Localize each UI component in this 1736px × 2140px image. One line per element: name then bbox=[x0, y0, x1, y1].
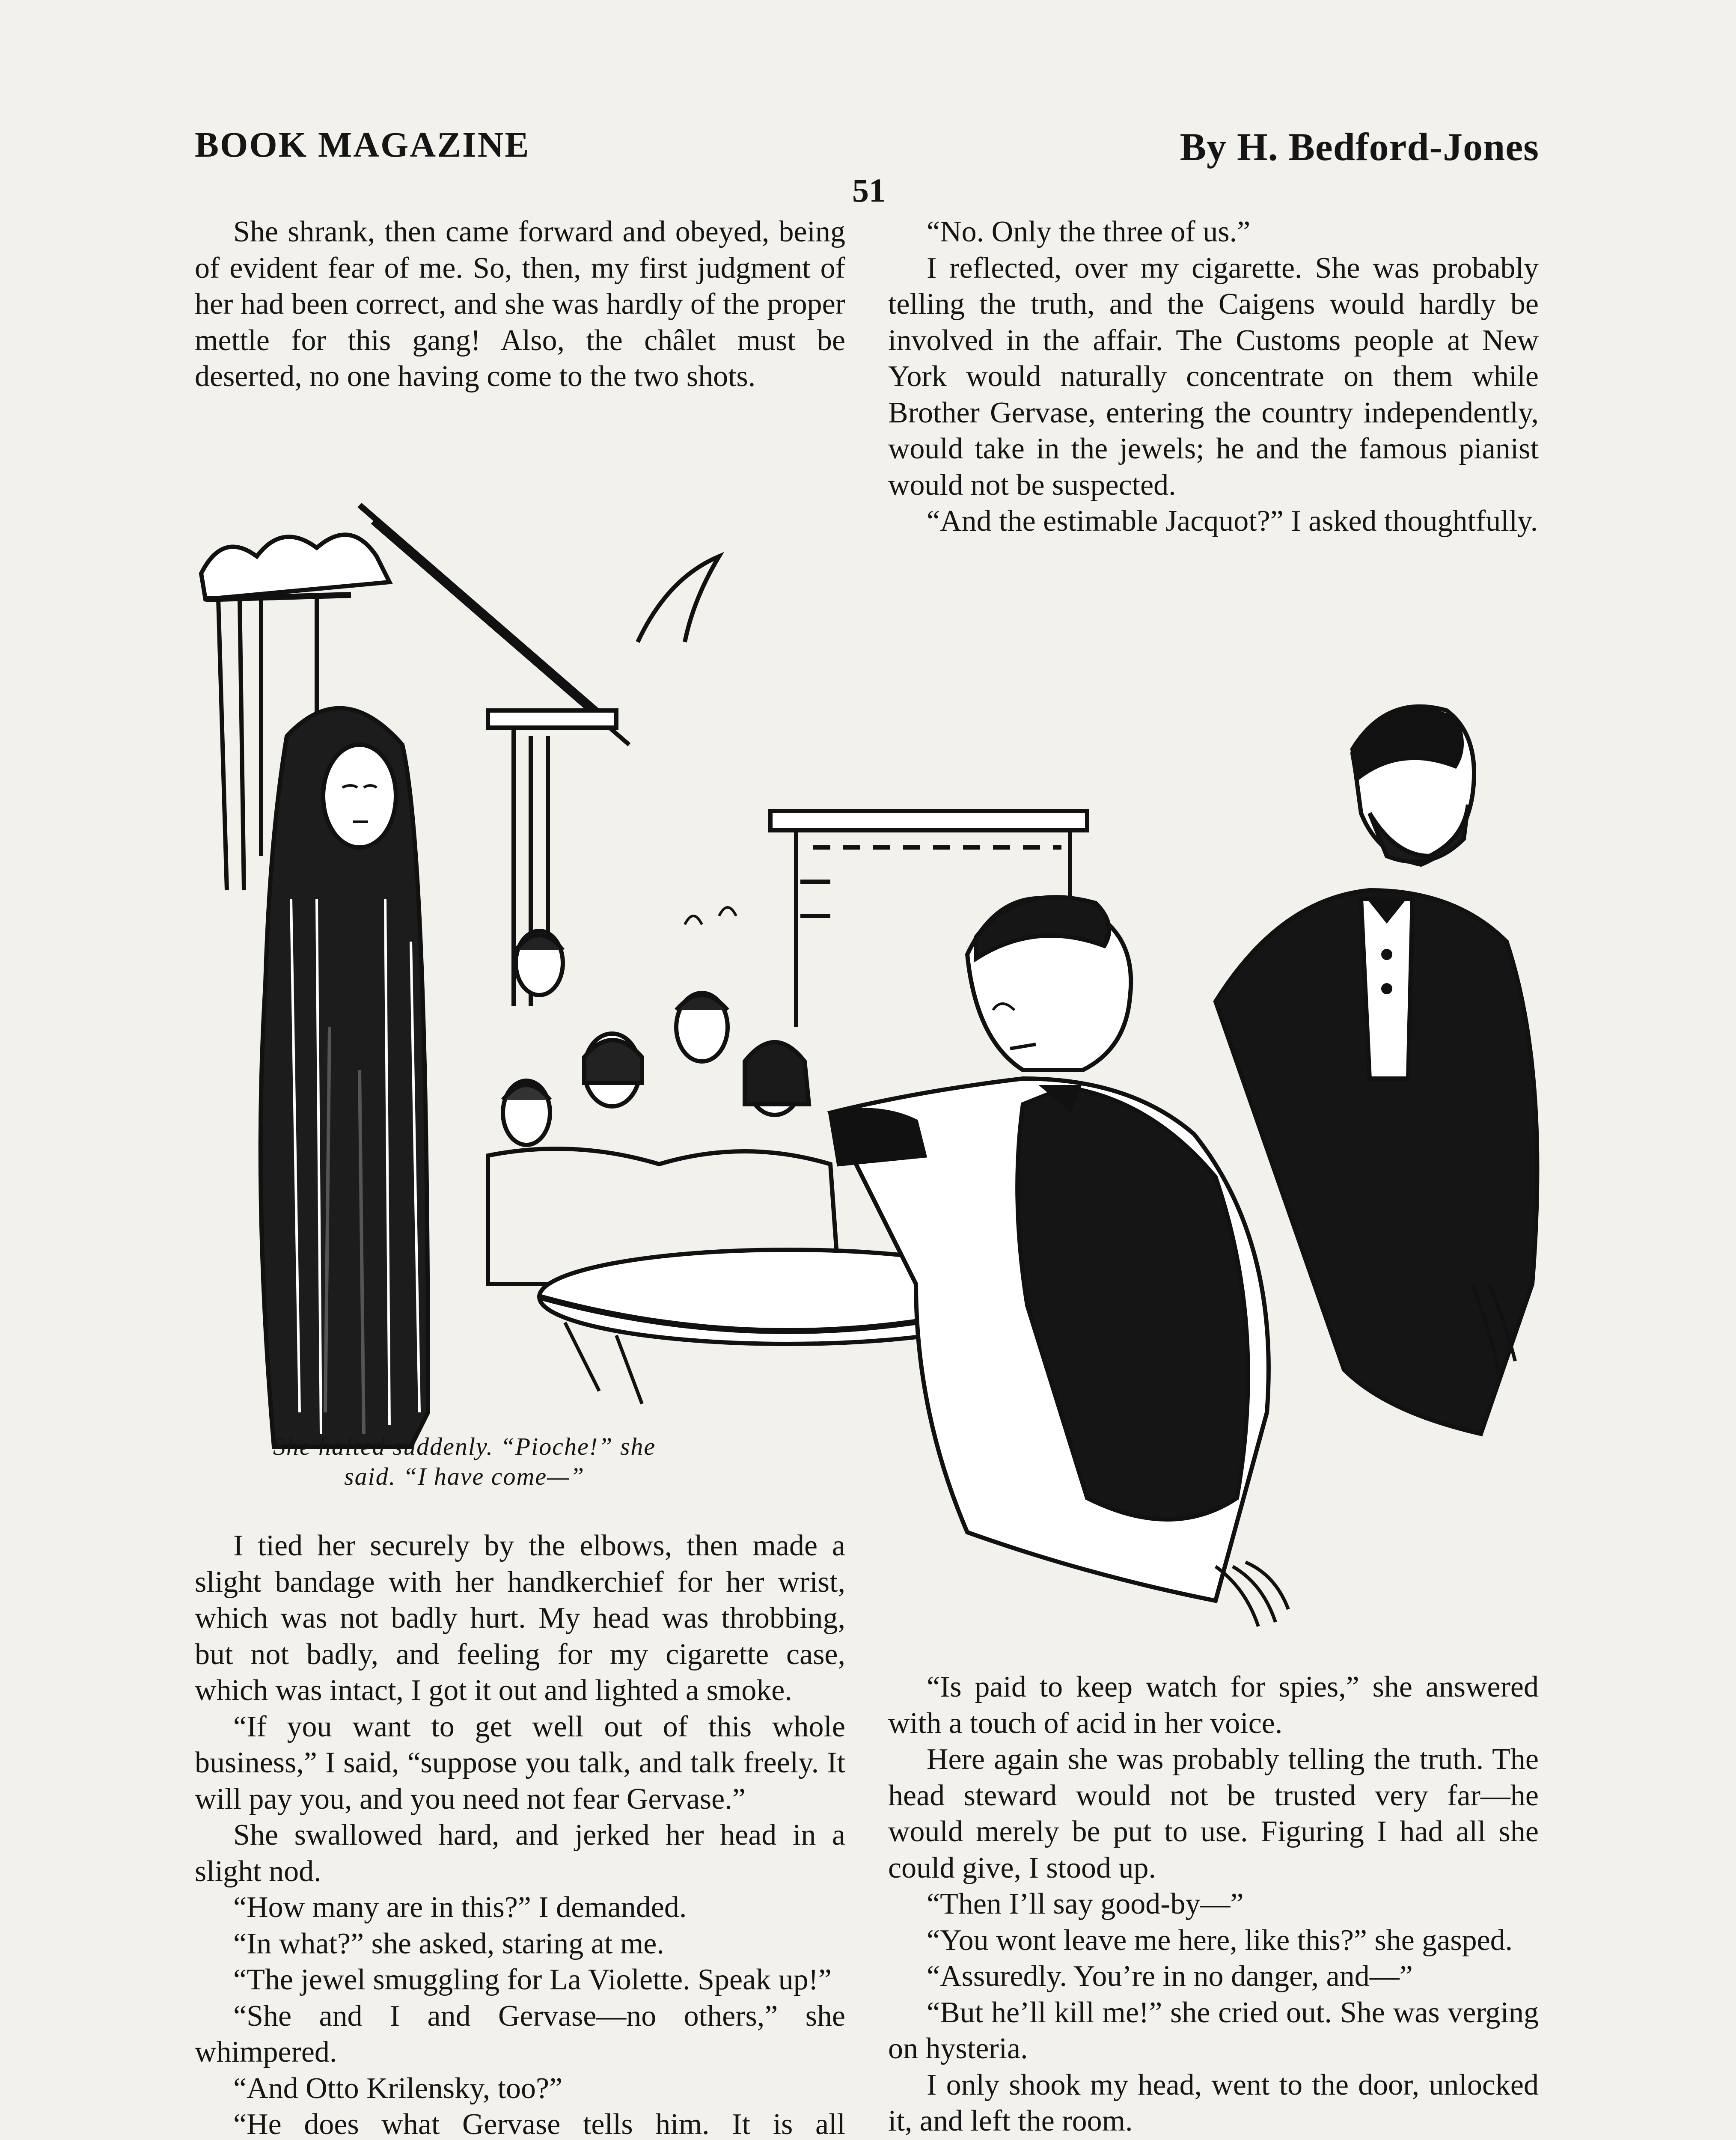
illustration-caption bbox=[195, 1432, 734, 1492]
paragraph: “And Otto Krilensky, too?” bbox=[233, 2072, 563, 2105]
woman-figure bbox=[261, 708, 428, 1447]
paragraph: “Assuredly. You’re in no danger, and—” bbox=[927, 1960, 1413, 1993]
paragraph: “How many are in this?” I demanded. bbox=[233, 1891, 687, 1924]
author-byline: By H. Bedford-Jones bbox=[1180, 125, 1539, 169]
paragraph: “Is paid to keep watch for spies,” she answered with a touch of acid in her voice. bbox=[888, 1670, 1539, 1740]
paragraph: She shrank, then came forward and obeyed, being of evident fear of me. So, then, my first judgment of her had been correct, and she was hardly of the proper mettle for this gang! Also, the châlet must be deserted, no one having come to the two shots. bbox=[195, 215, 845, 393]
paragraph: “No. Only the three of us.” bbox=[927, 215, 1251, 248]
paragraph: “The jewel smuggling for La Violette. Speak up!” bbox=[233, 1963, 832, 1996]
paragraph: I reflected, over my cigarette. She was probably telling the truth, and the Caigens would hardly be involved in the affair. The Customs people at New York would naturally concentrate on them while Brother Gervase, entering the country independently, would take in the jewels; he and the famous pianist would not be suspected. bbox=[888, 251, 1539, 502]
paragraph: I tied her securely by the elbows, then made a slight bandage with her handkerchief for her wrist, which was not badly hurt. My head was throbbing, but not badly, and feeling for my cigarette case, which was intact, I got it out and lighted a smoke. bbox=[195, 1529, 845, 1707]
column-1-bottom bbox=[195, 1528, 845, 2140]
paragraph: “She and I and Gervase—no others,” she whimpered. bbox=[195, 1999, 845, 2069]
column-2-bottom bbox=[888, 1669, 1539, 2140]
onlookers-drawing bbox=[488, 907, 839, 1284]
paragraph: “But he’ll kill me!” she cried out. She was verging on hysteria. bbox=[888, 1996, 1539, 2065]
column-1-top bbox=[195, 214, 845, 395]
page-number: 51 bbox=[852, 172, 886, 209]
paragraph: “Then I’ll say good-by—” bbox=[927, 1887, 1244, 1920]
paragraph: “And the estimable Jacquot?” I asked thoughtfully. bbox=[927, 505, 1538, 538]
caption-line-1: She halted suddenly. “Pioche!” she bbox=[273, 1433, 656, 1460]
paragraph: “He does what Gervase tells him. It is all bbox=[233, 2108, 845, 2140]
caption-line-2: said. “I have come—” bbox=[344, 1462, 585, 1490]
paragraph: “You wont leave me here, like this?” she gasped. bbox=[927, 1923, 1513, 1957]
paragraph: “In what?” she asked, staring at me. bbox=[233, 1927, 664, 1960]
paragraph: Here again she was probably telling the truth. The head steward would not be trusted very far—he would merely be put to use. Figuring I had all she could give, I stood up. bbox=[888, 1743, 1539, 1884]
paragraph: I only shook my head, went to the door, unlocked it, and left the room. bbox=[888, 2068, 1539, 2137]
paragraph: “If you want to get well out of this whole business,” I said, “suppose you talk, and talk freely. It will pay you, and you need not fear Gervase.” bbox=[195, 1710, 845, 1816]
paragraph: She swallowed hard, and jerked her head in a slight nod. bbox=[195, 1819, 845, 1888]
magazine-title: BOOK MAGAZINE bbox=[195, 125, 530, 165]
